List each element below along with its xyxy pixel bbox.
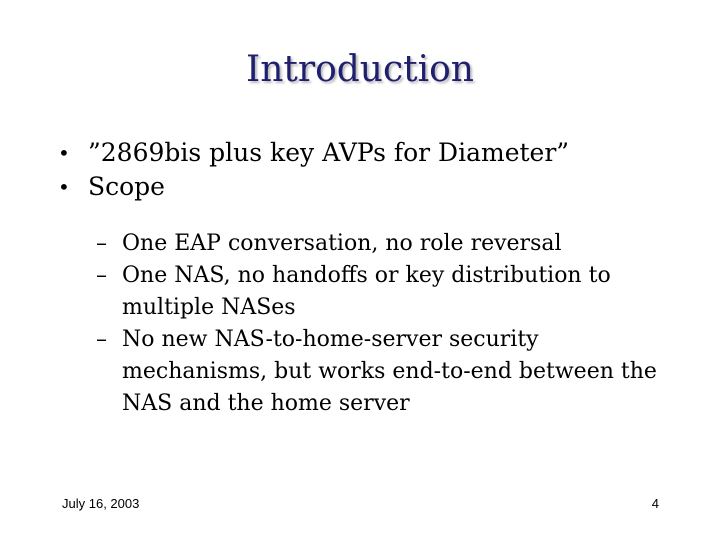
- sub-bullet-marker: –: [96, 231, 107, 256]
- sub-bullet-item: [96, 324, 676, 420]
- sub-bullet-text: One EAP conversation, no role reversal: [122, 231, 562, 256]
- footer-date: July 16, 2003: [62, 496, 140, 511]
- bullet-text: Scope: [88, 172, 165, 201]
- bullet-marker: •: [58, 175, 70, 199]
- page-number: 4: [651, 496, 659, 511]
- sub-bullet-text: One NAS, no handoffs or key distribution to multiple NASes: [122, 263, 611, 320]
- bullet-marker: •: [58, 141, 70, 165]
- slide-title: Introduction: [246, 49, 474, 90]
- sub-bullet-item: [96, 260, 676, 324]
- bullet-text: ”2869bis plus key AVPs for Diameter”: [88, 138, 570, 167]
- sub-bullet-marker: –: [96, 327, 107, 352]
- sub-bullet-item: [96, 228, 676, 260]
- bullet-item: [56, 170, 676, 204]
- sub-bullet-marker: –: [96, 263, 107, 288]
- sub-bullet-text: No new NAS-to-home-server security mechanisms, but works end-to-end between the NAS and the home server: [122, 327, 657, 416]
- bullet-list: [56, 136, 676, 204]
- sub-bullet-list: [96, 228, 676, 420]
- bullet-item: [56, 136, 676, 170]
